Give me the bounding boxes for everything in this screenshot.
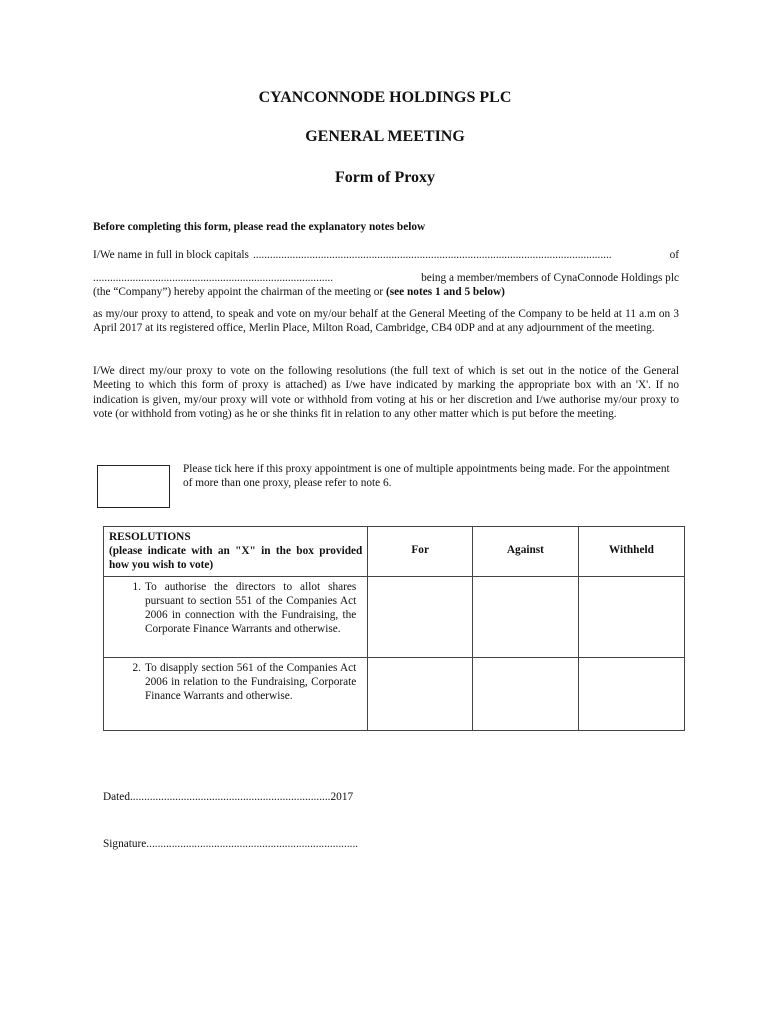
resolution-2-for-box[interactable] (368, 657, 473, 730)
resolution-text: To authorise the directors to allot shares pursuant to section 551 of the Companies Act 2006 in connection with the Fundraising, the Corporate Finance Warrants and otherwise. (145, 580, 357, 636)
resolution-1-withheld-box[interactable] (578, 576, 684, 657)
table-row (104, 657, 685, 730)
explanatory-notice: Before completing this form, please read the explanatory notes below (93, 221, 426, 233)
direct-paragraph: I/We direct my/our proxy to vote on the following resolutions (the full text of which is set out in the notice of the General Meeting to which this form of proxy is attached) as I/we have indicated by marking the appropriate box with an 'X'. If no indication is given, my/our proxy will vote or withhold from voting at his or her discretion and I/we authorise my/our proxy to vote (or withhold from voting) as he or she thinks fit in relation to any other matter which is put before the meeting. (93, 365, 679, 421)
resolution-2-withheld-box[interactable] (578, 657, 684, 730)
resolution-2 (104, 657, 368, 730)
resolution-1 (104, 576, 368, 657)
column-withheld: Withheld (578, 527, 684, 577)
resolution-number: 1. (132, 580, 141, 593)
notes-reference: (see notes 1 and 5 below) (386, 286, 505, 299)
resolution-1-for-box[interactable] (368, 576, 473, 657)
name-line-dots[interactable]: ............................................................................................................................... (252, 249, 612, 261)
name-line-of: of (669, 249, 679, 261)
resolution-1-against-box[interactable] (473, 576, 579, 657)
address-dots[interactable]: ..................................................................................... (93, 272, 334, 284)
company-line: (the “Company”) hereby appoint the chairman of the meeting or (93, 286, 384, 299)
table-header-row (104, 527, 685, 577)
table-row (104, 576, 685, 657)
name-line (93, 248, 679, 262)
form-title: Form of Proxy (334, 169, 436, 186)
resolutions-header (104, 527, 368, 577)
dated-line (103, 791, 353, 803)
column-for: For (368, 527, 473, 577)
signature-field[interactable]: ........................................................................... (146, 838, 359, 850)
resolution-number: 2. (132, 661, 141, 674)
resolution-text: To disapply section 561 of the Companies Act 2006 in relation to the Fundraising, Corporate Finance Warrants and otherwise. (145, 661, 357, 703)
meeting-title: GENERAL MEETING (305, 128, 465, 145)
member-block (93, 271, 679, 300)
resolutions-header-instructions: (please indicate with an "X" in the box provided how you wish to vote) (109, 545, 363, 572)
member-text: being a member/members of CynaConnode Holdings plc (421, 272, 679, 284)
resolution-2-against-box[interactable] (473, 657, 579, 730)
resolutions-header-title: RESOLUTIONS (109, 531, 191, 543)
name-line-label: I/We name in full in block capitals (93, 249, 249, 261)
resolutions-table (103, 526, 685, 731)
column-against: Against (473, 527, 579, 577)
multiple-appointment-checkbox[interactable] (97, 465, 170, 508)
company-title: CYANCONNODE HOLDINGS PLC (258, 89, 512, 106)
dated-label: Dated (103, 791, 130, 803)
attend-paragraph: as my/our proxy to attend, to speak and vote on my/our behalf at the General Meeting of the Company to be held at 11 a.m on 3 April 2017 at its registered office, Merlin Place, Milton Road, Cambridge, CB4 0DP and at any adjournment of the meeting. (93, 308, 679, 335)
multiple-appointment-text: Please tick here if this proxy appointment is one of multiple appointments being made. For the appointment of more than one proxy, please refer to note 6. (183, 463, 670, 490)
signature-line (103, 838, 358, 850)
signature-label: Signature (103, 838, 147, 850)
dated-year: 2017 (330, 791, 354, 803)
dated-field[interactable]: ....................................................................... (129, 791, 331, 803)
